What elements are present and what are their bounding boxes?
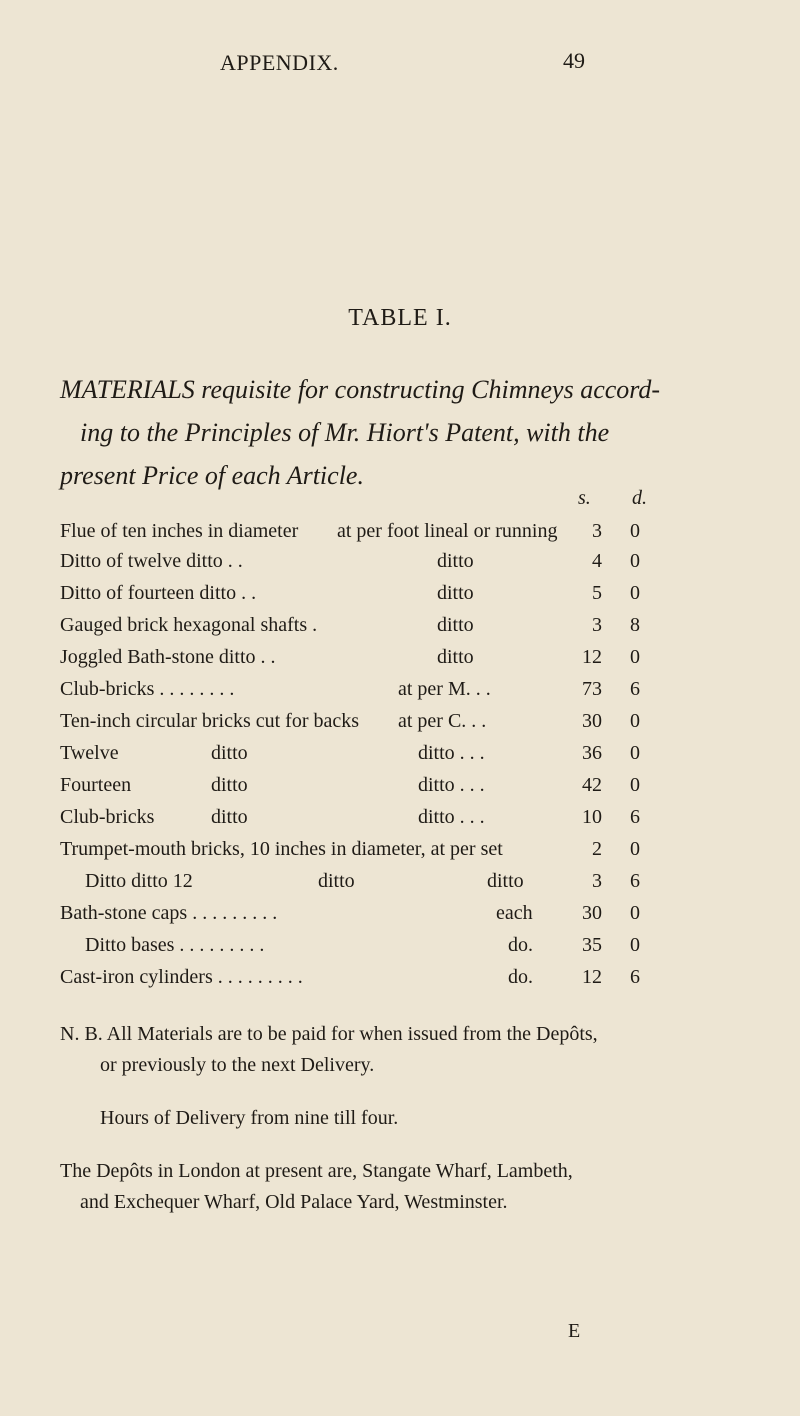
row-shillings: 30 [582,710,602,732]
row-shillings: 10 [582,806,602,828]
row-measure: each [496,902,533,924]
row-item-ditto: ditto [211,774,248,796]
row-item: Ten-inch circular bricks cut for backs [60,710,360,732]
row-pence: 6 [630,678,640,700]
row-measure: ditto [437,550,474,572]
row-item: Fourteen [60,774,132,796]
row-shillings: 3 [592,870,602,892]
row-pence: 0 [630,550,640,572]
row-pence: 0 [630,902,640,924]
row-pence: 0 [630,520,640,542]
row-item-ditto: ditto [211,806,248,828]
row-pence: 0 [630,838,640,860]
row-item: Flue of ten inches in diameter [60,520,299,542]
row-item: Club-bricks . . . . . . . . [60,678,235,700]
row-shillings: 73 [582,678,602,700]
pence-column-header: d. [632,487,647,509]
row-pence: 0 [630,934,640,956]
row-shillings: 2 [592,838,602,860]
row-measure: ditto [437,582,474,604]
row-item: Ditto of twelve ditto . . [60,550,243,572]
row-item-ditto: ditto [318,870,355,892]
caption-line-3: present Price of each Article. [60,461,364,490]
row-shillings: 4 [592,550,602,572]
row-measure: do. [508,934,533,956]
caption-line-1: MATERIALS requisite for constructing Chimneys accord- [60,375,661,404]
signature-mark: E [568,1320,581,1342]
table-caption [60,368,750,497]
row-item: Joggled Bath-stone ditto . . [60,646,276,668]
row-item-ditto: ditto [211,742,248,764]
row-measure: ditto [487,870,524,892]
row-item: Ditto ditto 12 [85,870,193,892]
row-shillings: 3 [592,614,602,636]
row-pence: 0 [630,646,640,668]
row-shillings: 12 [582,646,602,668]
caption-line-2: ing to the Principles of Mr. Hiort's Patent, with the [80,418,610,447]
depots-line-1: The Depôts in London at present are, Stangate Wharf, Lambeth, [60,1160,573,1182]
shillings-column-header: s. [578,487,591,509]
row-measure: ditto [437,614,474,636]
row-item: Cast-iron cylinders . . . . . . . . . [60,966,303,988]
row-pence: 0 [630,742,640,764]
delivery-hours: Hours of Delivery from nine till four. [100,1107,399,1129]
row-measure: ditto [437,646,474,668]
row-pence: 0 [630,774,640,796]
row-shillings: 12 [582,966,602,988]
row-pence: 6 [630,806,640,828]
row-pence: 6 [630,870,640,892]
row-pence: 0 [630,582,640,604]
page-number: 49 [563,48,585,73]
row-measure: ditto . . . [418,806,485,828]
row-measure: do. [508,966,533,988]
row-measure: at per foot lineal or running [337,520,558,542]
nota-bene-line-2: or previously to the next Delivery. [100,1054,375,1076]
row-shillings: 3 [592,520,602,542]
row-shillings: 35 [582,934,602,956]
row-item: Ditto bases . . . . . . . . . [85,934,265,956]
running-head: APPENDIX. [220,50,339,75]
depots-line-2: and Exchequer Wharf, Old Palace Yard, Westminster. [80,1191,508,1213]
row-shillings: 36 [582,742,602,764]
row-measure: at per C. . . [398,710,487,732]
row-measure: ditto . . . [418,774,485,796]
row-item: Trumpet-mouth bricks, 10 inches in diameter, at per set [60,838,503,860]
row-pence: 8 [630,614,640,636]
row-measure: ditto . . . [418,742,485,764]
nota-bene-line-1: N. B. All Materials are to be paid for when issued from the Depôts, [60,1023,598,1045]
row-item: Bath-stone caps . . . . . . . . . [60,902,278,924]
row-item: Club-bricks [60,806,155,828]
row-shillings: 30 [582,902,602,924]
row-pence: 0 [630,710,640,732]
table-title: TABLE I. [348,305,452,331]
row-measure: at per M. . . [398,678,491,700]
row-item: Twelve [60,742,119,764]
row-item: Ditto of fourteen ditto . . [60,582,257,604]
row-shillings: 42 [582,774,602,796]
row-item: Gauged brick hexagonal shafts . [60,614,318,636]
row-shillings: 5 [592,582,602,604]
row-pence: 6 [630,966,640,988]
